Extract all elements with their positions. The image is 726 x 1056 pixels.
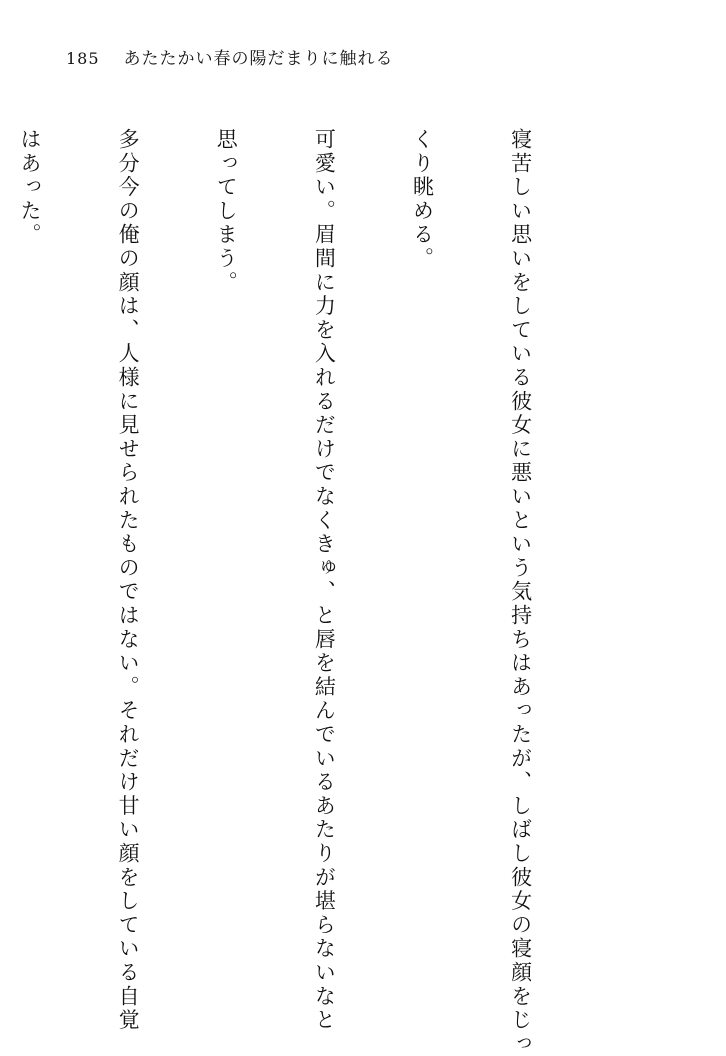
chapter-title: あたたかい春の陽だまりに触れる: [123, 49, 394, 69]
text-line: 寝苦しい思いをしている彼女に悪いという気持ちはあったが、しばし彼女の寝顔をじっ: [508, 128, 533, 1056]
text-line: 思ってしまう。: [214, 128, 239, 295]
text-line: はあった。: [18, 128, 43, 247]
running-header: [66, 44, 394, 70]
page-number: 185: [66, 49, 100, 68]
text-line: くり眺める。: [410, 128, 435, 271]
text-line: 可愛い。眉間に力を入れるだけでなくきゅ、と唇を結んでいるあたりが堪らないなと: [312, 128, 337, 1033]
vertical-body-text: [0, 128, 602, 1056]
text-line: 多分今の俺の顔は、人様に見せられたものではない。それだけ甘い顔をしている自覚: [116, 128, 141, 1033]
